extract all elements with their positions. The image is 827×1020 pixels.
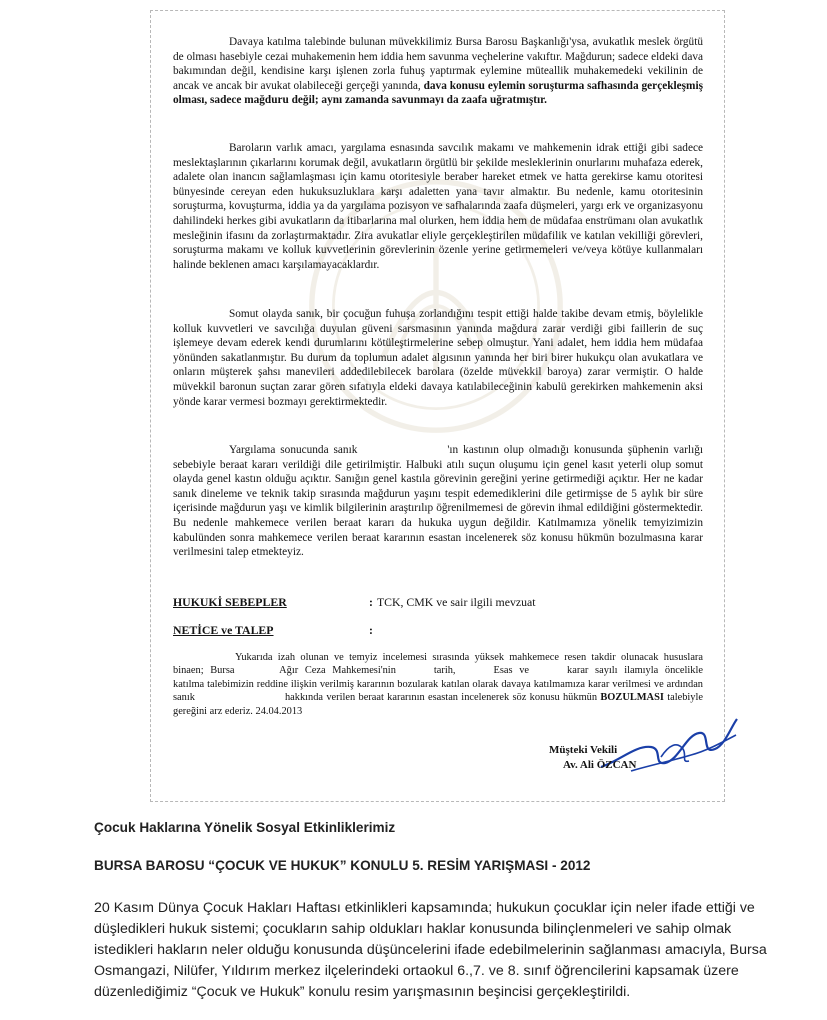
paragraph-participation: Davaya katılma talebinde bulunan müvekkilimiz Bursa Barosu Başkanlığı'ysa, avukatlık meslek örgütü de olması hasebiyle cezai muhakemenin hem iddia hem savunma veçhelerine vakıftır. Mağdurun; sadece eldeki dava bakımından değil, kendisine karşı işlenen zorla fuhuş yaptırmak eylemine müteallik muhakemedeki vekilinin de ancak ve ancak bir avukat olabileceği gerçeği yanında, dava konusu eylemin soruşturma safhasında gerçekleşmiş olması, sadece mağduru değil; aynı zamanda savunmayı da zaafa uğratmıştır. bbox=[173, 36, 703, 107]
legal-grounds-value: TCK, CMK ve sair ilgili mevzuat bbox=[376, 595, 536, 609]
legal-grounds-row: HUKUKİ SEBEPLER : TCK, CMK ve sair ilgili mevzuat bbox=[173, 595, 536, 609]
signature-name: Av. Ali ÖZCAN bbox=[563, 759, 637, 771]
scanned-document-page bbox=[150, 10, 725, 802]
competition-heading: BURSA BAROSU “ÇOCUK VE HUKUK” KONULU 5. RESİM YARIŞMASI - 2012 bbox=[94, 858, 591, 873]
verdict-request-label: NETİCE ve TALEP bbox=[173, 623, 274, 637]
competition-description: 20 Kasım Dünya Çocuk Hakları Haftası etkinlikleri kapsamında; hukukun çocuklar için neler ifade ettiği ve düşledikleri hukuk sistemi; çocukların sahip oldukları haklar konusunda bilinçlenmeleri ve sahip olmak istedikleri hakların neler olduğu konusunda düşüncelerini ifade edebilmelerinin sağlanması amacıyla, Bursa Osmangazi, Nilüfer, Yıldırım merkez ilçelerindeki ortaokul 6.,7. ve 8. sınıf öğrencilerini kapsamak üzere düzenlediğimiz “Çocuk ve Hukuk” konulu resim yarışmasının beşincisi gerçekleştirildi. bbox=[94, 900, 767, 1000]
paragraph-concrete-case: Somut olayda sanık, bir çocuğun fuhuşa zorlandığını tespit ettiği halde takibe devam etmiş, böylelikle kolluk kuvvetleri ve savcılığa duyulan güveni sarsmasının yanında mağdura zarar verdiği gibi faillerin de suç işlemeye devam ederek kendi durumlarını kötüleştirmelerine sebep olmuştur. Yani adalet, hem iddia hem müdafaa yönünden sakatlanmıştır. Bu durum da toplumun adalet algısının yanında her biri birer hukukçu olan avukatlara ve onların müşterek şahsı manevileri addedilebilecek barolara (özelde müvekkil baroya) zarar vermiştir. O halde müvekkil baronun suçtan zarar gören sıfatıyla eldeki davaya katılabileceğinin kabulü gerekirken mahkemenin aksi yönde karar vermesi bozmayı gerektirmektedir. bbox=[173, 308, 703, 408]
verdict-request-row: NETİCE ve TALEP : bbox=[173, 623, 373, 637]
paragraph-request: Yukarıda izah olunan ve temyiz incelemesi sırasında yüksek mahkemece resen takdir olunacak hususlara binaen; Bursa Ağır Ceza Mahkemesi'nin tarih, Esas ve karar sayılı ilamıyla öncelikle katılma talebimizin reddine ilişkin verilmiş kararının bozularak katılan olarak davaya katılmamıza karar verilmesi ve ardından sanık hakkında verilen beraat kararının esastan incelenerek söz konusu hükmün BOZULMASI talebiyle gereğini arz ederiz. 24.04.2013 bbox=[173, 652, 703, 717]
section-heading: Çocuk Haklarına Yönelik Sosyal Etkinliklerimiz bbox=[94, 820, 396, 835]
legal-grounds-label: HUKUKİ SEBEPLER bbox=[173, 595, 287, 609]
signature-title: Müşteki Vekili bbox=[549, 744, 618, 756]
paragraph-acquittal: Yargılama sonucunda sanık 'ın kastının olup olmadığı konusunda şüphenin varlığı sebebiyle beraat kararı verildiği dile getirilmiştir. Halbuki atılı suçun oluşumu için genel kasıt yeterli olup somut olayda genel kastın olduğu açıktır. Sanığın genel kastıla görevinin gereğini yerine getirmediği açıktır. Her ne kadar sanık dineleme ve teknik takip sırasında mağdurun yaşını tespit edemediklerini dile getirmişse de 5 aylık bir süre içerisinde mağdurun yaşı ve kimlik bilgilerinin araştırılıp öğrenilmemesi de görevin ihmal edildiğini göstermektedir. Bu nedenle mahkemece verilen beraat kararı da hukuka uygun değildir. Katılmamıza yönelik temyizimizin kabulünden sonra mahkemece verilen beraat kararının esastan incelenerek söz konusu hükmün bozulmasına karar verilmesini talep etmekteyiz. bbox=[173, 444, 703, 559]
signature-block bbox=[549, 743, 636, 773]
paragraph-bar-purpose: Baroların varlık amacı, yargılama esnasında savcılık makamı ve mahkemenin idrak ettiği gibi sadece meslektaşlarının çıkarlarını korumak değil, avukatların örgütlü bir şekilde mesleklerinin onurlarını muhafaza ederek, adalete olan inancın sağlamlaşması için kamu otoritesiyle beraber hareket etmek ve hatta gerekirse kamu otoritesi bünyesinde cereyan eden hukuksuzluklara karşı adaletten yana tavır almaktır. Bu nedenle, kamu otoritesinin soruşturma, kovuşturma, iddia ya da yargılama pozisyon ve safhalarında zaafa düşmeleri, yargı erk ve organizasyonu dahilindeki herkes gibi avukatların da itibarlarına mal olurken, hem iddia hem de müdafaa enstrümanı olan avukatlık mesleğinin ifasını da zorlaştırmaktadır. Zira avukatlar eliyle gerçekleştirilen müdafilik ve katılan vekilliği görevleri, soruşturma makamı ve kolluk kuvvetlerinin görevlerinin özenle yerine getirmemeleri ve/veya kötüye kullanmaları halinde beklenen amacı karşılamayacaklardır. bbox=[173, 142, 703, 271]
